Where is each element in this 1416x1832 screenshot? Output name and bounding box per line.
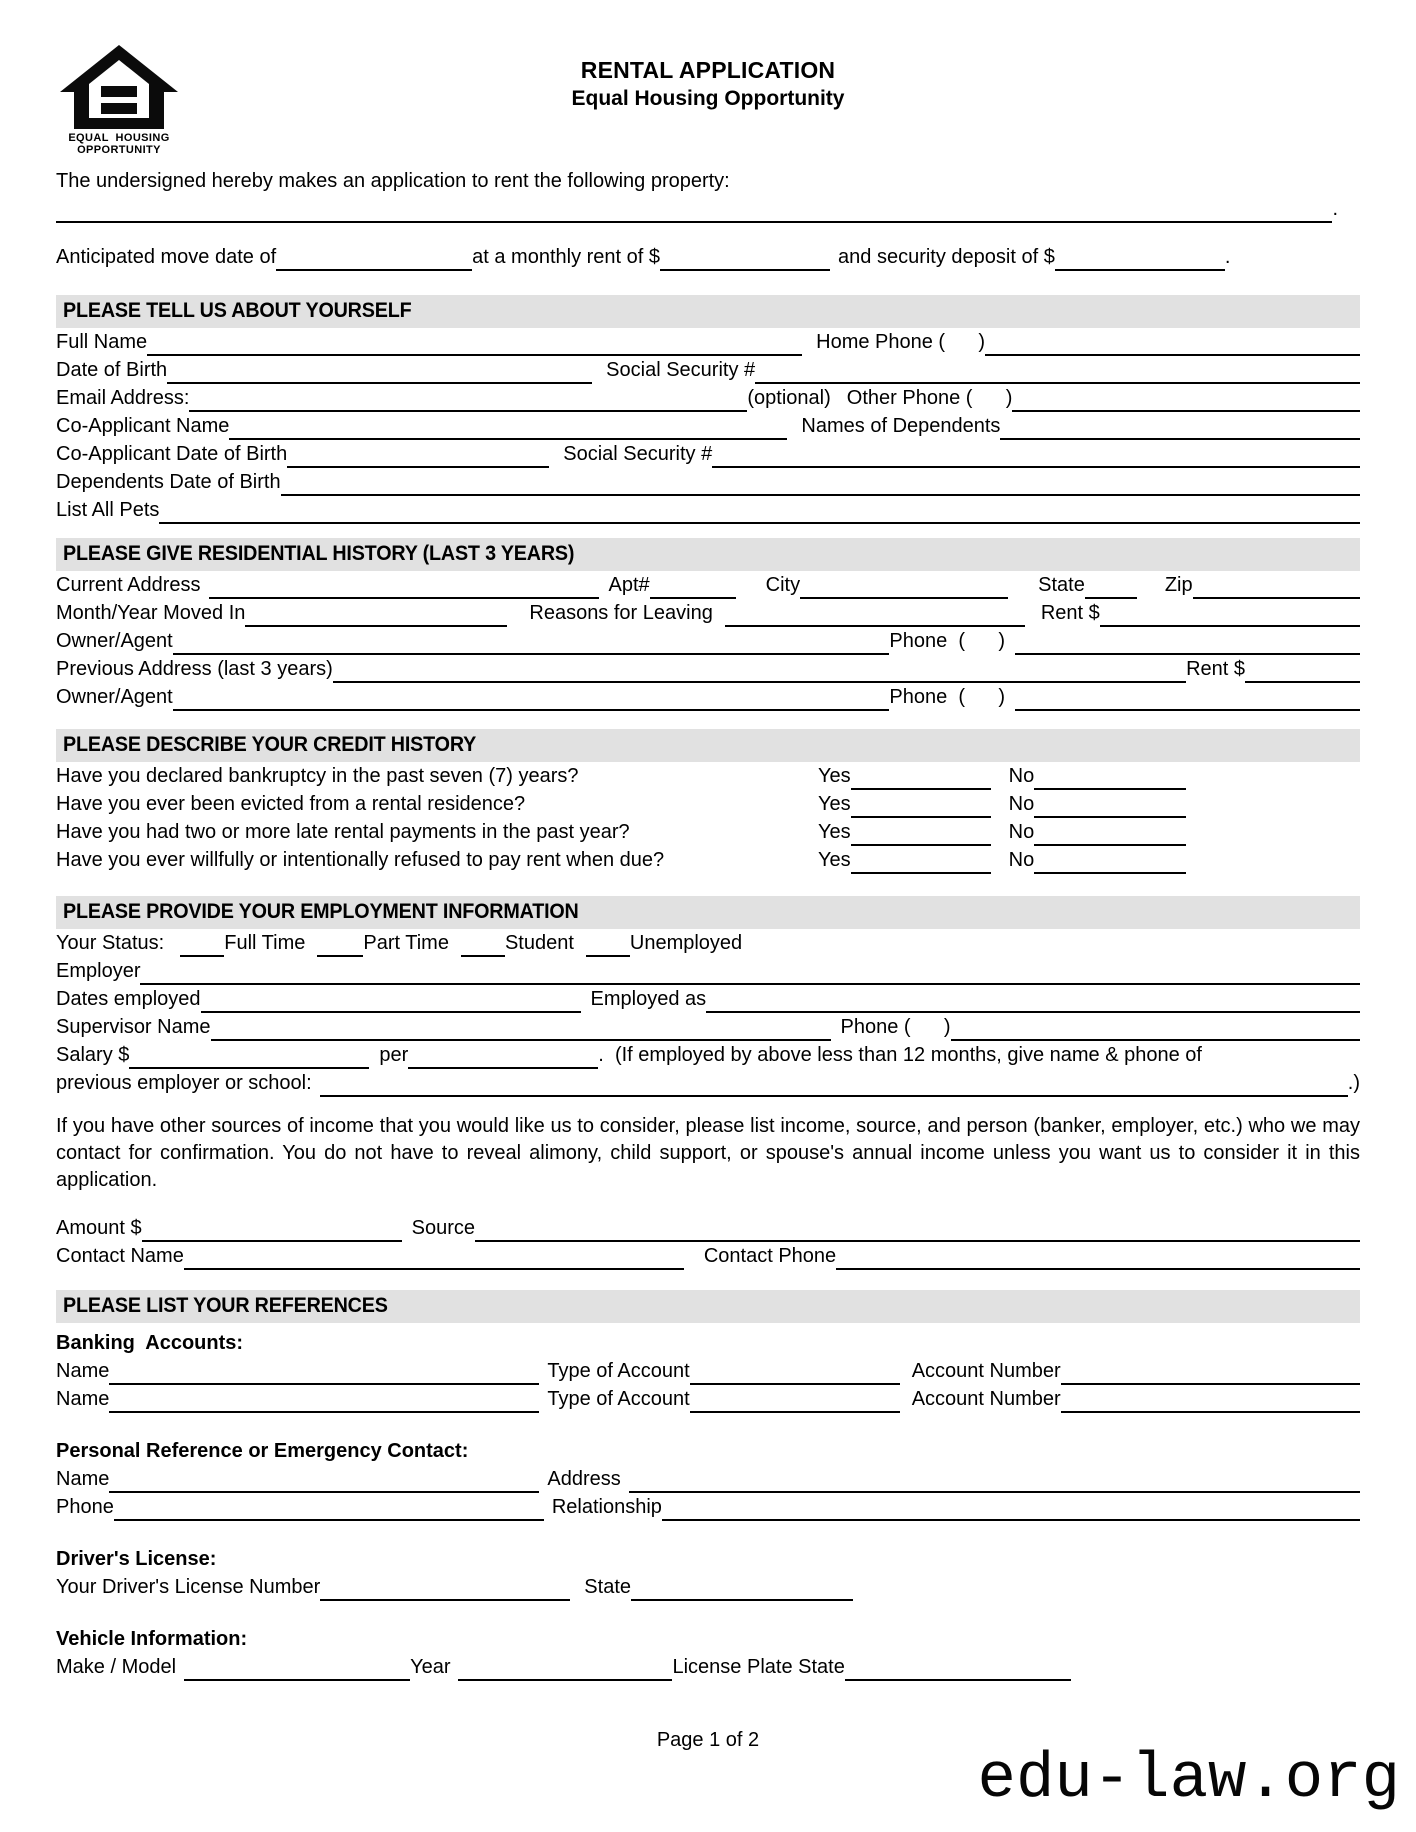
form-row-dob — [56, 356, 1360, 384]
label-optional: (optional) — [747, 387, 831, 409]
logo-caption-line2: OPPORTUNITY — [77, 144, 161, 156]
subheading-drivers-license: Driver's License: — [56, 1548, 217, 1570]
label-list-all-pets: List All Pets — [56, 499, 160, 521]
label-phone: Phone — [56, 1496, 114, 1518]
blank-line — [1034, 766, 1186, 790]
label-previous-employer: previous employer or school: — [56, 1072, 312, 1094]
blank-line — [629, 1469, 1360, 1493]
blank-line — [851, 766, 991, 790]
label-drivers-license-number: Your Driver's License Number — [56, 1576, 321, 1598]
label-security-deposit: and security deposit of $ — [838, 246, 1055, 268]
subheading-vehicle-information: Vehicle Information: — [56, 1628, 248, 1650]
blank-line — [281, 472, 1360, 496]
blank-line — [167, 360, 592, 384]
label-per: per — [379, 1044, 409, 1066]
form-row-reference-name — [56, 1465, 1360, 1493]
label-year: Year — [410, 1656, 451, 1678]
blank-line — [851, 822, 991, 846]
move-date-row — [56, 243, 1360, 271]
blank-line — [461, 933, 505, 957]
label-owner-agent: Owner/Agent — [56, 686, 173, 708]
blank-line — [201, 989, 581, 1013]
section-header-about-label: PLEASE TELL US ABOUT YOURSELF — [63, 299, 412, 322]
label-name: Name — [56, 1468, 110, 1490]
label-contact-name: Contact Name — [56, 1245, 184, 1267]
label-phone: Phone ( ) — [840, 1016, 951, 1038]
blank-line — [1245, 659, 1360, 683]
label-relationship: Relationship — [551, 1496, 662, 1518]
label-rent: Rent $ — [1040, 602, 1100, 624]
label-ssn: Social Security # — [606, 359, 756, 381]
form-row-full-name — [56, 328, 1360, 356]
form-row-owner-agent-1 — [56, 627, 1360, 655]
label-make-model: Make / Model — [56, 1656, 177, 1678]
label-no: No — [1008, 793, 1035, 815]
credit-question-row — [56, 818, 1360, 846]
blank-line — [845, 1657, 1071, 1681]
label-full-name: Full Name — [56, 331, 148, 353]
label-state: State — [1038, 574, 1085, 596]
label-phone: Phone ( ) — [889, 630, 1005, 652]
watermark-text: edu-law.org — [977, 1744, 1400, 1816]
subheading-personal-reference: Personal Reference or Emergency Contact: — [56, 1440, 469, 1462]
label-employer: Employer — [56, 960, 141, 982]
label-license-plate-state: License Plate State — [672, 1656, 845, 1678]
blank-line — [1061, 1361, 1360, 1385]
page-subtitle: Equal Housing Opportunity — [571, 87, 845, 110]
blank-line — [586, 933, 630, 957]
section-header-employment-label: PLEASE PROVIDE YOUR EMPLOYMENT INFORMATION — [63, 900, 579, 923]
blank-line — [56, 199, 1332, 223]
blank-line — [725, 603, 1025, 627]
blank-line — [1034, 794, 1186, 818]
blank-line — [851, 850, 991, 874]
form-row-status — [56, 929, 1360, 957]
blank-line — [109, 1361, 539, 1385]
label-move-date: Anticipated move date of — [56, 246, 277, 268]
blank-line — [660, 247, 830, 271]
form-row-drivers-license — [56, 1573, 1360, 1601]
blank-line — [140, 961, 1360, 985]
label-rent: Rent $ — [1186, 658, 1245, 680]
section-header-references — [56, 1290, 1360, 1323]
blank-line — [631, 1577, 853, 1601]
form-row-email — [56, 384, 1360, 412]
label-state: State — [584, 1576, 631, 1598]
label-contact-phone: Contact Phone — [703, 1245, 837, 1267]
blank-line — [755, 360, 1360, 384]
label-type-of-account: Type of Account — [547, 1360, 690, 1382]
blank-line — [276, 247, 472, 271]
section-header-residential-label: PLEASE GIVE RESIDENTIAL HISTORY (LAST 3 YEARS) — [63, 542, 575, 565]
blank-line — [147, 332, 802, 356]
blank-line — [836, 1246, 1360, 1270]
label-yes: Yes — [818, 793, 851, 815]
label-no: No — [1008, 765, 1035, 787]
blank-line — [109, 1469, 539, 1493]
label-address: Address — [547, 1468, 621, 1490]
label-salary: Salary $ — [56, 1044, 130, 1066]
label-current-address: Current Address — [56, 574, 201, 596]
blank-line — [209, 575, 599, 599]
blank-line — [1034, 850, 1186, 874]
form-row-co-applicant — [56, 412, 1360, 440]
credit-question: Have you declared bankruptcy in the past seven (7) years? — [56, 765, 579, 787]
label-phone: Phone ( ) — [889, 686, 1005, 708]
blank-line — [173, 687, 890, 711]
label-co-applicant-name: Co-Applicant Name — [56, 415, 230, 437]
form-row-co-applicant-dob — [56, 440, 1360, 468]
form-row-reference-phone — [56, 1493, 1360, 1521]
subheading-banking-accounts: Banking Accounts: — [56, 1332, 244, 1354]
label-owner-agent: Owner/Agent — [56, 630, 173, 652]
label-name: Name — [56, 1360, 110, 1382]
blank-line — [475, 1218, 1360, 1242]
label-no: No — [1008, 849, 1035, 871]
label-part-time: Part Time — [363, 932, 449, 954]
blank-line — [189, 388, 747, 412]
blank-line — [245, 603, 507, 627]
label-co-applicant-dob: Co-Applicant Date of Birth — [56, 443, 288, 465]
form-row-previous-employer — [56, 1069, 1360, 1097]
blank-line — [320, 1073, 1348, 1097]
blank-line — [159, 500, 1360, 524]
blank-line — [951, 1017, 1360, 1041]
label-dependents-dob: Dependents Date of Birth — [56, 471, 281, 493]
label-yes: Yes — [818, 849, 851, 871]
label-email: Email Address: — [56, 387, 190, 409]
label-date-of-birth: Date of Birth — [56, 359, 168, 381]
blank-line — [800, 575, 1008, 599]
period-text: . — [1332, 198, 1338, 220]
blank-line — [173, 631, 890, 655]
section-header-about — [56, 295, 1360, 328]
credit-question: Have you had two or more late rental payments in the past year? — [56, 821, 630, 843]
logo-caption-line1: EQUAL HOUSING — [68, 132, 170, 144]
blank-line — [1000, 416, 1360, 440]
form-row-salary — [56, 1041, 1360, 1069]
credit-question: Have you ever willfully or intentionally refused to pay rent when due? — [56, 849, 665, 871]
document-header — [56, 45, 1360, 159]
blank-line — [184, 1657, 410, 1681]
label-account-number: Account Number — [911, 1360, 1061, 1382]
blank-line — [1055, 247, 1225, 271]
blank-line — [690, 1361, 900, 1385]
form-row-dates-employed — [56, 985, 1360, 1013]
title-block — [56, 57, 1360, 111]
form-row-bank-1 — [56, 1357, 1360, 1385]
blank-line — [211, 1017, 831, 1041]
form-row-employer — [56, 957, 1360, 985]
blank-line — [142, 1218, 402, 1242]
label-type-of-account: Type of Account — [547, 1388, 690, 1410]
label-apt: Apt# — [608, 574, 650, 596]
blank-line — [662, 1497, 1360, 1521]
blank-line — [1012, 388, 1360, 412]
form-row-vehicle — [56, 1653, 1360, 1681]
label-previous-address: Previous Address (last 3 years) — [56, 658, 333, 680]
label-full-time: Full Time — [224, 932, 306, 954]
label-no: No — [1008, 821, 1035, 843]
blank-line — [317, 933, 363, 957]
form-row-amount — [56, 1214, 1360, 1242]
section-header-references-label: PLEASE LIST YOUR REFERENCES — [63, 1294, 388, 1317]
label-home-phone: Home Phone ( ) — [816, 331, 986, 353]
label-moved-in: Month/Year Moved In — [56, 602, 246, 624]
section-header-employment — [56, 896, 1360, 929]
label-names-of-dependents: Names of Dependents — [801, 415, 1001, 437]
section-header-residential — [56, 538, 1360, 571]
label-dates-employed: Dates employed — [56, 988, 201, 1010]
blank-line — [320, 1577, 570, 1601]
period-text: . — [1224, 246, 1231, 268]
blank-line — [650, 575, 736, 599]
blank-line — [114, 1497, 544, 1521]
label-student: Student — [504, 932, 574, 954]
page-number: Page 1 of 2 — [656, 1729, 760, 1751]
blank-line — [109, 1389, 539, 1413]
label-reasons-for-leaving: Reasons for Leaving — [529, 602, 713, 624]
label-yes: Yes — [818, 821, 851, 843]
blank-line — [712, 444, 1360, 468]
form-row-bank-2 — [56, 1385, 1360, 1413]
form-row-pets — [56, 496, 1360, 524]
label-city: City — [765, 574, 801, 596]
intro-text: The undersigned hereby makes an application to rent the following property: — [56, 170, 730, 192]
credit-question: Have you ever been evicted from a rental residence? — [56, 793, 526, 815]
form-row-moved-in — [56, 599, 1360, 627]
label-close-paren: .) — [1347, 1072, 1360, 1094]
blank-line — [180, 933, 224, 957]
other-income-paragraph: If you have other sources of income that you would like us to consider, please list income, source, and person (banker, employer, etc.) who we may contact for confirmation. You do not have to reveal alimony, child support, or spouse's annual income unless you want us to consider it in this application. — [56, 1115, 1360, 1191]
credit-question-row — [56, 846, 1360, 874]
blank-line — [287, 444, 549, 468]
label-amount: Amount $ — [56, 1217, 142, 1239]
credit-question-row — [56, 762, 1360, 790]
blank-line — [408, 1045, 598, 1069]
form-row-supervisor — [56, 1013, 1360, 1041]
label-unemployed: Unemployed — [629, 932, 743, 954]
form-row-owner-agent-2 — [56, 683, 1360, 711]
blank-line — [458, 1657, 672, 1681]
page-title: RENTAL APPLICATION — [580, 57, 836, 83]
form-row-contact — [56, 1242, 1360, 1270]
label-monthly-rent: at a monthly rent of $ — [472, 246, 661, 268]
blank-line — [1100, 603, 1360, 627]
blank-line — [1034, 822, 1186, 846]
form-row-previous-address — [56, 655, 1360, 683]
blank-line — [706, 989, 1360, 1013]
blank-line — [985, 332, 1360, 356]
label-salary-note: . (If employed by above less than 12 months, give name & phone of — [598, 1044, 1202, 1066]
label-source: Source — [411, 1217, 475, 1239]
label-account-number: Account Number — [911, 1388, 1061, 1410]
blank-line — [129, 1045, 369, 1069]
blank-line — [851, 794, 991, 818]
blank-line — [1015, 687, 1360, 711]
label-yes: Yes — [818, 765, 851, 787]
blank-line — [1085, 575, 1137, 599]
section-header-credit-label: PLEASE DESCRIBE YOUR CREDIT HISTORY — [63, 733, 477, 756]
blank-line — [333, 659, 1186, 683]
section-header-credit — [56, 729, 1360, 762]
label-ssn: Social Security # — [563, 443, 713, 465]
form-row-dependents-dob — [56, 468, 1360, 496]
property-address-row — [56, 195, 1360, 223]
blank-line — [1015, 631, 1360, 655]
label-employed-as: Employed as — [590, 988, 707, 1010]
credit-question-row — [56, 790, 1360, 818]
form-row-current-address — [56, 571, 1360, 599]
blank-line — [690, 1389, 900, 1413]
blank-line — [229, 416, 787, 440]
blank-line — [1061, 1389, 1360, 1413]
label-zip: Zip — [1164, 574, 1193, 596]
label-supervisor-name: Supervisor Name — [56, 1016, 211, 1038]
blank-line — [1193, 575, 1360, 599]
label-your-status: Your Status: — [56, 932, 165, 954]
blank-line — [184, 1246, 684, 1270]
label-name: Name — [56, 1388, 110, 1410]
label-other-phone: Other Phone ( ) — [846, 387, 1013, 409]
